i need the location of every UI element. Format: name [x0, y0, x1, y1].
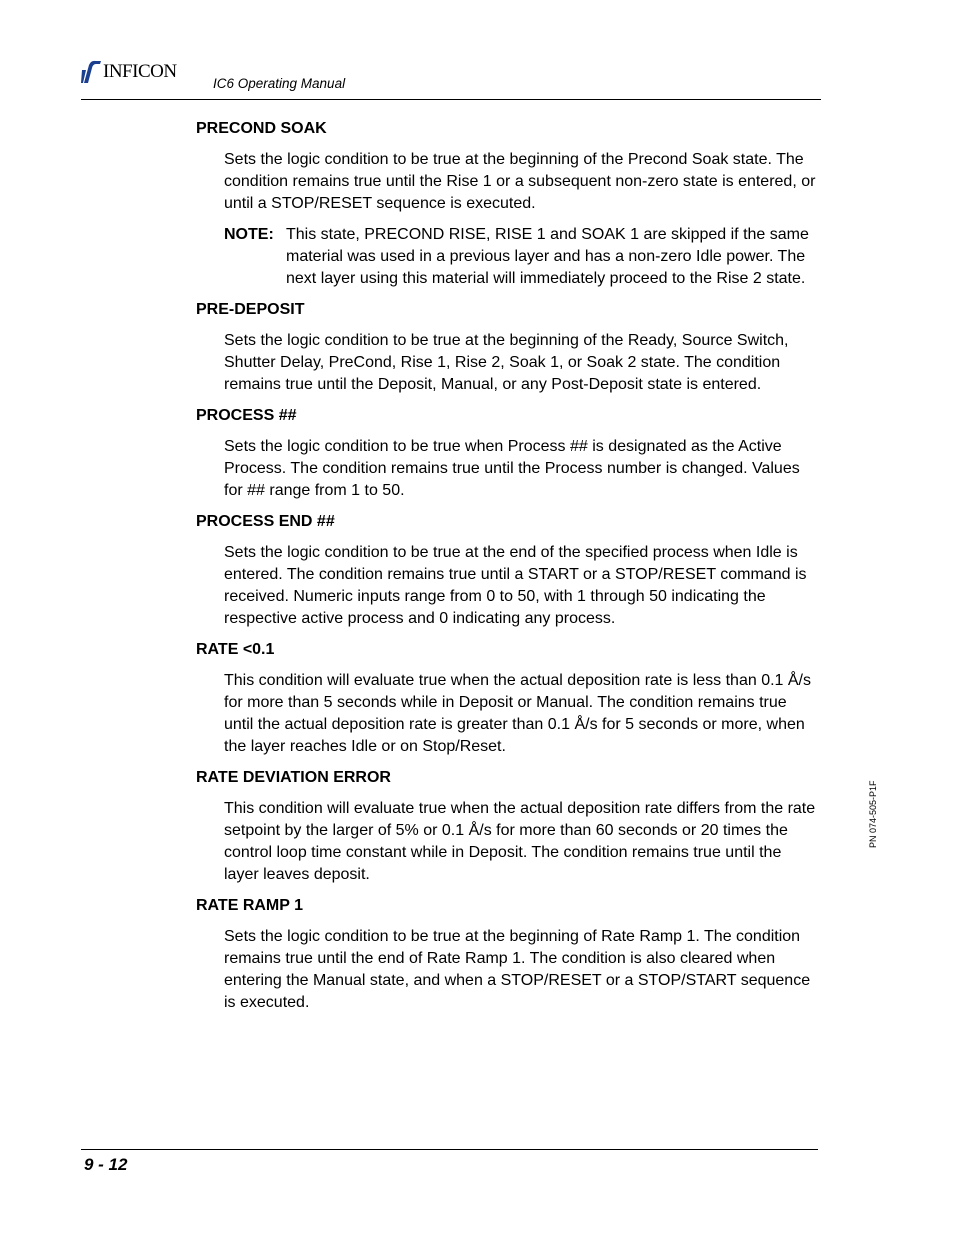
logo-mark-icon	[81, 60, 103, 84]
section-text: Sets the logic condition to be true at the end of the specified process when Idle is entered. The condition remains true until a START or a STOP/RESET command is received. Numeric inputs range from 0 to 50, with 1 through 50 indicating the respective active process and 0 indicating any process.	[224, 544, 807, 627]
inficon-logo	[81, 60, 197, 84]
section-rate-low	[196, 639, 816, 758]
section-rate-deviation-error	[196, 767, 816, 886]
section-heading: PROCESS END ##	[196, 513, 335, 530]
note-label: NOTE:	[224, 226, 274, 243]
note	[224, 224, 816, 290]
page-content	[196, 118, 816, 1023]
section-text: Sets the logic condition to be true at the beginning of Rate Ramp 1. The condition remains true until the end of Rate Ramp 1. The condition is also cleared when entering the Manual state, and when a STOP/RESET or a STOP/START sequence is executed.	[224, 928, 811, 1011]
section-pre-deposit	[196, 299, 816, 396]
part-number: PN 074-505-P1F	[868, 780, 878, 848]
section-heading: PROCESS ##	[196, 407, 297, 424]
section-heading: RATE DEVIATION ERROR	[196, 769, 391, 786]
section-text: Sets the logic condition to be true at the beginning of the Precond Soak state. The condition remains true until the Rise 1 or a subsequent non-zero state is entered, or until a STOP/RESET sequence is executed.	[224, 151, 816, 212]
section-rate-ramp-1	[196, 895, 816, 1014]
section-process-end	[196, 511, 816, 630]
page-number: 9 - 12	[84, 1155, 128, 1174]
page-header	[81, 56, 821, 100]
section-text: This condition will evaluate true when the actual deposition rate is less than 0.1 Å/s for more than 5 seconds while in Deposit or Manual. The condition remains true until the actual deposition rate is greater than 0.1 Å/s for 5 seconds or more, when the layer reaches Idle or on Stop/Reset.	[224, 672, 811, 755]
section-process	[196, 405, 816, 502]
header-divider	[81, 99, 821, 100]
footer-divider	[81, 1149, 818, 1150]
manual-title: IC6 Operating Manual	[213, 76, 346, 91]
section-heading: PRECOND SOAK	[196, 120, 327, 137]
section-text: Sets the logic condition to be true when Process ## is designated as the Active Process. The condition remains true until the Process number is changed. Values for ## range from 1 to 50.	[224, 438, 800, 499]
note-text: This state, PRECOND RISE, RISE 1 and SOAK 1 are skipped if the same material was used in a previous layer and has a non-zero Idle power. The next layer using this material will immediately proceed to the Rise 2 state.	[286, 226, 809, 287]
section-heading: PRE-DEPOSIT	[196, 301, 305, 318]
section-precond-soak	[196, 118, 816, 290]
section-text: This condition will evaluate true when the actual deposition rate differs from the rate setpoint by the larger of 5% or 0.1 Å/s for more than 60 seconds or 20 times the control loop time constant while in Deposit. The condition remains true until the layer leaves deposit.	[224, 800, 816, 883]
section-heading: RATE <0.1	[196, 641, 275, 658]
section-heading: RATE RAMP 1	[196, 897, 303, 914]
section-text: Sets the logic condition to be true at the beginning of the Ready, Source Switch, Shutter Delay, PreCond, Rise 1, Rise 2, Soak 1, or Soak 2 state. The condition remains true until the Deposit, Manual, or any Post-Deposit state is entered.	[224, 332, 789, 393]
logo-text: INFICON	[103, 61, 177, 82]
